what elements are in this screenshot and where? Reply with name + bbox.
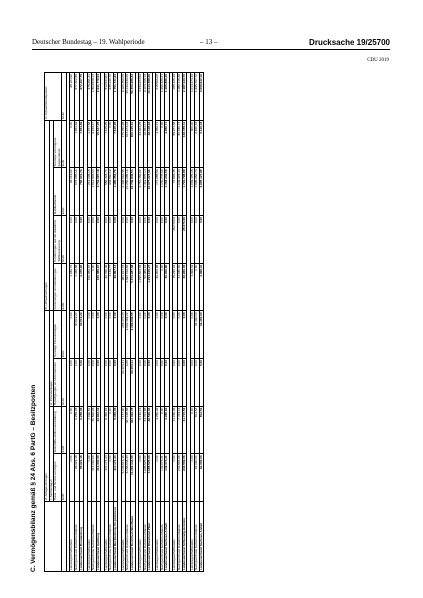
value-cell: 0,00 <box>92 263 97 311</box>
value-cell: 20.566,93 <box>92 406 97 454</box>
value-cell: 4.136,77 <box>109 263 114 311</box>
value-cell: 0,00 <box>182 359 187 407</box>
value-cell: 13.443.388,69 <box>148 73 153 121</box>
value-cell: 981.617,76 <box>121 263 126 311</box>
value-cell: 0,00 <box>156 359 161 407</box>
value-cell: 12.654,17 <box>143 120 148 168</box>
balance-table <box>44 72 204 572</box>
value-cell: 972.467,75 <box>79 73 84 121</box>
unit-cell: EUR <box>62 73 67 121</box>
value-cell: 0,00 <box>74 359 79 407</box>
row-label-cell: Nachgeordnete Gebietsverbände <box>92 502 97 572</box>
value-cell: 80.180,73 <box>177 120 182 168</box>
value-cell: 36.266,03 <box>182 263 187 311</box>
value-cell: 55.974,38 <box>173 120 178 168</box>
col-header: Geldbestände <box>54 168 62 216</box>
value-cell: 1.490.354,79 <box>113 168 118 216</box>
value-cell: 0,00 <box>177 216 182 264</box>
value-cell: 6.158.633,34 <box>126 454 131 502</box>
unit-cell: EUR <box>62 359 67 407</box>
row-label-cell: Nachgeordnete Gebietsverbände <box>109 502 114 572</box>
unit-cell: EUR <box>62 406 67 454</box>
value-cell: 175.452,28 <box>121 120 126 168</box>
value-cell: 0,00 <box>156 454 161 502</box>
value-cell: 149.073,21 <box>165 454 170 502</box>
value-cell: 185.325,49 <box>173 73 178 121</box>
value-cell: 0,00 <box>199 359 204 407</box>
value-cell: 1.377,88 <box>87 120 92 168</box>
value-cell: 4.086,71 <box>165 120 170 168</box>
value-cell: 0,00 <box>165 311 170 359</box>
value-cell: 2.475,60 <box>79 263 84 311</box>
value-cell: 36.206,86 <box>156 263 161 311</box>
value-cell: 0,00 <box>126 216 131 264</box>
row-label-cell: Landesgeschäftsstelle <box>104 502 109 572</box>
row-label-cell: Landesverband Mecklenburg-Vorpommern <box>113 502 118 572</box>
value-cell: 64.000,00 <box>199 454 204 502</box>
value-cell: 21.030,00 <box>177 263 182 311</box>
value-cell: 7.654,69 <box>74 120 79 168</box>
value-cell: 3.286,92 <box>165 406 170 454</box>
value-cell: 0,00 <box>143 216 148 264</box>
value-cell: 0,00 <box>143 359 148 407</box>
value-cell: 32.460,00 <box>199 311 204 359</box>
value-cell: 3.009.942,16 <box>199 73 204 121</box>
row-label-cell: Nachgeordnete Gebietsverbände <box>160 502 165 572</box>
value-cell: 1.014.174,46 <box>190 73 195 121</box>
value-cell: 36.897,13 <box>113 263 118 311</box>
value-cell: 4.392.769,62 <box>126 263 131 311</box>
value-cell: 814,54 <box>195 406 200 454</box>
value-cell: 4.086,71 <box>156 120 161 168</box>
value-cell: 0,00 <box>173 311 178 359</box>
value-cell: 95.624,18 <box>74 454 79 502</box>
row-label-cell: Landesverband Brandenburg <box>79 502 84 572</box>
value-cell: 2.096,51 <box>87 406 92 454</box>
value-cell: 0,00 <box>109 120 114 168</box>
unit-cell: EUR <box>62 216 67 264</box>
value-cell: 0,00 <box>92 216 97 264</box>
value-cell: 30.519,22 <box>79 311 84 359</box>
value-cell: 171.985,59 <box>156 168 161 216</box>
value-cell: 1.495.886,29 <box>165 73 170 121</box>
value-cell: 0,00 <box>195 263 200 311</box>
col-header: Sonstige Vermögens-gegenstände <box>54 120 62 168</box>
value-cell: 149.073,21 <box>160 454 165 502</box>
value-cell: 0,00 <box>87 216 92 264</box>
value-cell: 1.009.475,15 <box>190 168 195 216</box>
value-cell: 0,00 <box>79 359 84 407</box>
header-rule <box>32 49 390 50</box>
value-cell: 1.995.767,70 <box>195 73 200 121</box>
header-document-number: Drucksache 19/25700 <box>309 38 390 47</box>
value-cell: 2.905.127,88 <box>199 168 204 216</box>
group-a-header: A. Anlagevermögen <box>45 311 50 502</box>
value-cell: 0,00 <box>96 311 101 359</box>
value-cell: 0,00 <box>87 359 92 407</box>
value-cell: 0,00 <box>96 216 101 264</box>
unit-cell: EUR <box>62 454 67 502</box>
row-label-cell: Nachgeordnete Gebietsverbände <box>143 502 148 572</box>
row-label-cell: Landesverband Sachsen-Anhalt <box>199 502 204 572</box>
row-label-cell: Landesgeschäftsstelle <box>139 502 144 572</box>
value-cell: 0,00 <box>195 359 200 407</box>
value-cell: 1.303.232,59 <box>165 168 170 216</box>
value-cell: 28.520,04 <box>148 406 153 454</box>
value-cell: 2.496.864,38 <box>121 168 126 216</box>
value-cell: 95.164,90 <box>70 73 75 121</box>
value-cell: 9.103.765,13 <box>143 73 148 121</box>
col-header: Geschäfts-stellen-ausstattung <box>54 406 62 454</box>
row-label-cell: Landesverband Hamburg <box>96 502 101 572</box>
value-cell: 22.663,44 <box>96 406 101 454</box>
value-cell: 814,54 <box>199 406 204 454</box>
value-cell: 30.519,22 <box>74 311 79 359</box>
value-cell: 14.236,36 <box>173 406 178 454</box>
col-header: Forderungen auf die staatliche Teilfinanzierung <box>54 216 62 264</box>
value-cell: 7.654,69 <box>79 120 84 168</box>
value-cell: 0,00 <box>109 311 114 359</box>
col-header: Sonstige Finanzanlagen <box>54 311 62 359</box>
value-cell: 314.000,00 <box>96 454 101 502</box>
value-cell: 243.502,06 <box>182 454 187 502</box>
value-cell: 2.187.440,70 <box>182 73 187 121</box>
value-cell: 314.000,00 <box>92 454 97 502</box>
value-cell: 0,00 <box>160 359 165 407</box>
rotated-content <box>30 72 390 572</box>
unit-cell: EUR <box>62 263 67 311</box>
row-label-cell: Landesverband Schleswig-Holstein <box>182 502 187 572</box>
value-cell: 1.036,72 <box>70 263 75 311</box>
value-cell: 1.131.247,00 <box>160 168 165 216</box>
value-cell: 0,00 <box>177 359 182 407</box>
unit-cell: EUR <box>62 168 67 216</box>
value-cell: 46.118,43 <box>148 120 153 168</box>
value-cell: 160.089,67 <box>96 263 101 311</box>
value-cell: 3.140,43 <box>199 120 204 168</box>
value-cell: 0,00 <box>160 263 165 311</box>
value-cell: 0,00 <box>173 359 178 407</box>
value-cell: 0,00 <box>160 216 165 264</box>
row-label-cell: Nachgeordnete Gebietsverbände <box>177 502 182 572</box>
value-cell: 7.177,90 <box>121 406 126 454</box>
value-cell: 334.346,78 <box>131 406 136 454</box>
value-cell: 243.502,06 <box>177 454 182 502</box>
row-label-cell: Landesgeschäftsstelle <box>173 502 178 572</box>
value-cell: 0,00 <box>92 311 97 359</box>
header-page-number: – 13 – <box>200 38 218 46</box>
value-cell: 0,00 <box>199 216 204 264</box>
value-cell: 32.460,00 <box>195 311 200 359</box>
party-label: CDU 2019 <box>367 58 389 63</box>
value-cell: 0,00 <box>173 454 178 502</box>
value-cell: 0,00 <box>79 216 84 264</box>
value-cell: 7.319.875,14 <box>143 168 148 216</box>
table-title: C. Vermögensbilanz gemäß § 24 Abs. 6 PartG – Besitzposten <box>30 384 37 572</box>
value-cell: 1.519.802,03 <box>92 168 97 216</box>
value-cell: 214.295,15 <box>87 168 92 216</box>
value-cell: 0,00 <box>113 359 118 407</box>
value-cell: 5.146,16 <box>139 406 144 454</box>
value-cell: 0,00 <box>109 216 114 264</box>
value-cell: 0,00 <box>113 216 118 264</box>
value-cell: 52.300.289,33 <box>131 73 136 121</box>
row-label-cell: Nachgeordnete Gebietsverbände <box>126 502 131 572</box>
row-label-cell: Nachgeordnete Gebietsverbände <box>74 502 79 572</box>
value-cell: 64.000,00 <box>195 454 200 502</box>
value-cell: 0,00 <box>156 216 161 264</box>
value-cell: 424.673,03 <box>126 120 131 168</box>
col-header: Haus- und Grund-vermögen <box>54 454 62 502</box>
value-cell: 32.760,36 <box>104 263 109 311</box>
value-cell: 0,00 <box>104 359 109 407</box>
value-cell: 933.860,09 <box>109 168 114 216</box>
value-cell: 0,00 <box>126 359 131 407</box>
value-cell: 1.724.728,89 <box>182 168 187 216</box>
value-cell: 0,00 <box>70 311 75 359</box>
value-cell: 5.133.513,16 <box>121 454 126 502</box>
value-cell: 0,00 <box>92 359 97 407</box>
value-cell: 5.374.387,38 <box>131 263 136 311</box>
value-cell: 10.537,05 <box>96 120 101 168</box>
value-cell: 2.241.779,54 <box>96 73 101 121</box>
value-cell: 52.386,19 <box>143 263 148 311</box>
value-cell: 0,00 <box>195 216 200 264</box>
value-cell: 0,00 <box>74 216 79 264</box>
value-cell: 0,00 <box>139 359 144 407</box>
value-cell: 672.685,16 <box>74 168 79 216</box>
value-cell: 0,00 <box>70 406 75 454</box>
value-cell: 0,00 <box>121 216 126 264</box>
value-cell: 74.805,45 <box>173 168 178 216</box>
corner-cell <box>45 502 62 572</box>
value-cell: 0,00 <box>87 311 92 359</box>
value-cell: 0,00 <box>109 406 114 454</box>
value-cell: 0,00 <box>165 216 170 264</box>
value-cell: 93.216,60 <box>70 168 75 216</box>
value-cell: 211.174,44 <box>104 454 109 502</box>
value-cell: 6.258,08 <box>74 406 79 454</box>
value-cell: 4.399,31 <box>190 263 195 311</box>
value-cell: 0,00 <box>177 311 182 359</box>
header-publication: Deutscher Bundestag – 19. Wahlperiode <box>32 38 145 46</box>
value-cell: 0,00 <box>70 216 75 264</box>
row-label-cell: Landesgeschäftsstelle <box>121 502 126 572</box>
value-cell: 5.450,06 <box>104 406 109 454</box>
value-cell: 1.734.097,18 <box>96 168 101 216</box>
value-cell: 0,00 <box>104 311 109 359</box>
value-cell: 3.296.939,55 <box>131 311 136 359</box>
value-cell: 1.751.731,63 <box>113 73 118 121</box>
value-cell: 43.139.939,25 <box>126 73 131 121</box>
value-cell: 10.077.327,96 <box>148 168 153 216</box>
value-cell: 205.473,33 <box>121 311 126 359</box>
value-cell: 7.615,25 <box>113 120 118 168</box>
value-cell: 813.534,87 <box>104 73 109 121</box>
value-cell: 0,00 <box>96 359 101 407</box>
value-cell: 211.174,44 <box>113 454 118 502</box>
table-row <box>199 73 204 572</box>
value-cell: 0,00 <box>139 454 144 502</box>
group-c-header: C. Gesamtbesitzposten <box>45 73 62 121</box>
value-cell: 21.252.985,16 <box>126 168 131 216</box>
group-a2-header: II. Finanzanlagen <box>49 311 54 406</box>
value-cell: 0,00 <box>113 311 118 359</box>
value-cell: 25.073,09 <box>173 216 178 264</box>
value-cell: 23.373,88 <box>143 406 148 454</box>
value-cell: 0,00 <box>104 216 109 264</box>
value-cell: 300,00 <box>190 120 195 168</box>
value-cell: 1.280.320,21 <box>160 73 165 121</box>
value-cell: 136.155,11 <box>182 120 187 168</box>
value-cell: 0,00 <box>190 359 195 407</box>
row-label-cell: Landesverband Rheinland-Pfalz <box>148 502 153 572</box>
value-cell: 0,00 <box>143 311 148 359</box>
value-cell: 1.895.652,73 <box>195 168 200 216</box>
value-cell: 4.399,31 <box>199 263 204 311</box>
value-cell: 1.982.115,39 <box>177 73 182 121</box>
row-label-cell: Landesgeschäftsstelle <box>87 502 92 572</box>
value-cell: 0,00 <box>139 311 144 359</box>
value-cell: 0,00 <box>160 406 165 454</box>
col-header: Beteiligungen an Unternehmen <box>54 359 62 407</box>
value-cell: 0,00 <box>131 216 136 264</box>
unit-cell: EUR <box>62 311 67 359</box>
group-b-header: B. Umlaufvermögen <box>45 120 50 311</box>
value-cell: 938.196,76 <box>109 73 114 121</box>
value-cell: 23.749.849,54 <box>131 168 136 216</box>
row-label-cell: Landesgeschäftsstelle <box>156 502 161 572</box>
value-cell: 327.168,88 <box>126 406 131 454</box>
value-cell: 6.258,08 <box>79 406 84 454</box>
value-cell: 11.292.146,50 <box>131 454 136 502</box>
value-cell: 0,00 <box>165 359 170 407</box>
value-cell: 0,00 <box>109 454 114 502</box>
value-cell: 5.450,06 <box>113 406 118 454</box>
value-cell: 1.150.863,08 <box>139 263 144 311</box>
value-cell: 0,00 <box>70 120 75 168</box>
value-cell: 15.236,03 <box>173 263 178 311</box>
value-cell: 0,00 <box>148 359 153 407</box>
value-cell: 1.695.525,00 <box>143 454 148 502</box>
value-cell: 0,00 <box>70 359 75 407</box>
value-cell: 1.649.923,44 <box>177 168 182 216</box>
value-cell: 33.464,26 <box>139 120 144 168</box>
value-cell: 7.479,16 <box>177 406 182 454</box>
value-cell: 0,00 <box>190 454 195 502</box>
value-cell: 600.125,31 <box>131 120 136 168</box>
value-cell: 25.073,09 <box>182 216 187 264</box>
value-cell: 0,00 <box>190 311 195 359</box>
row-label-cell: Nachgeordnete Gebietsverbände <box>195 502 200 572</box>
value-cell: 0,00 <box>139 216 144 264</box>
unit-cell: EUR <box>62 120 67 168</box>
value-cell: 556.494,70 <box>104 168 109 216</box>
value-cell: 9.159,17 <box>92 120 97 168</box>
value-cell: 0,00 <box>182 311 187 359</box>
value-cell: 2.840,43 <box>195 120 200 168</box>
value-cell: 215.566,08 <box>156 73 161 121</box>
value-cell: 36.206,86 <box>165 263 170 311</box>
value-cell: 877.302,85 <box>74 73 79 121</box>
value-cell: 9.160.350,08 <box>121 73 126 121</box>
value-cell: 1.203.249,27 <box>148 263 153 311</box>
value-cell: 3.091.466,22 <box>126 311 131 359</box>
value-cell: 0,00 <box>190 216 195 264</box>
value-cell: 60.403,41 <box>131 359 136 407</box>
value-cell: 0,00 <box>148 216 153 264</box>
row-label-cell: Landesverband Sachsen-Anhalt <box>165 502 170 572</box>
table-body <box>66 73 203 572</box>
value-cell: 4.339.623,56 <box>139 73 144 121</box>
value-cell: 0,00 <box>160 311 165 359</box>
value-cell: 1.695.525,00 <box>148 454 153 502</box>
value-cell: 7.615,25 <box>104 120 109 168</box>
row-label-cell: Landesgeschäftsstelle <box>190 502 195 572</box>
value-cell: 95.624,18 <box>79 454 84 502</box>
value-cell: 0,00 <box>70 454 75 502</box>
value-cell: 2.757.452,82 <box>139 168 144 216</box>
value-cell: 765.901,76 <box>79 168 84 216</box>
row-label-cell: Landesverband Nordrhein-Westfalen <box>131 502 136 572</box>
col-header: Forderungen an Gliederungen <box>54 263 62 311</box>
value-cell: 0,00 <box>190 406 195 454</box>
value-cell: 0,00 <box>109 359 114 407</box>
value-cell: 160.089,67 <box>87 263 92 311</box>
value-cell: 0,00 <box>148 311 153 359</box>
value-cell: 3.286,92 <box>156 406 161 454</box>
value-cell: 21.715,52 <box>182 406 187 454</box>
value-cell: 0,00 <box>156 311 161 359</box>
value-cell: 0,00 <box>87 454 92 502</box>
group-a1-header: I. Sachanlagen <box>49 406 54 501</box>
table-wrapper <box>44 72 204 572</box>
row-label-cell: Landesgeschäftsstelle <box>70 502 75 572</box>
value-cell: 1.438,88 <box>74 263 79 311</box>
value-cell: 1.863.528,13 <box>92 73 97 121</box>
value-cell: 378.251,41 <box>87 73 92 121</box>
value-cell: 60.403,41 <box>121 359 126 407</box>
value-cell: 0,00 <box>160 120 165 168</box>
